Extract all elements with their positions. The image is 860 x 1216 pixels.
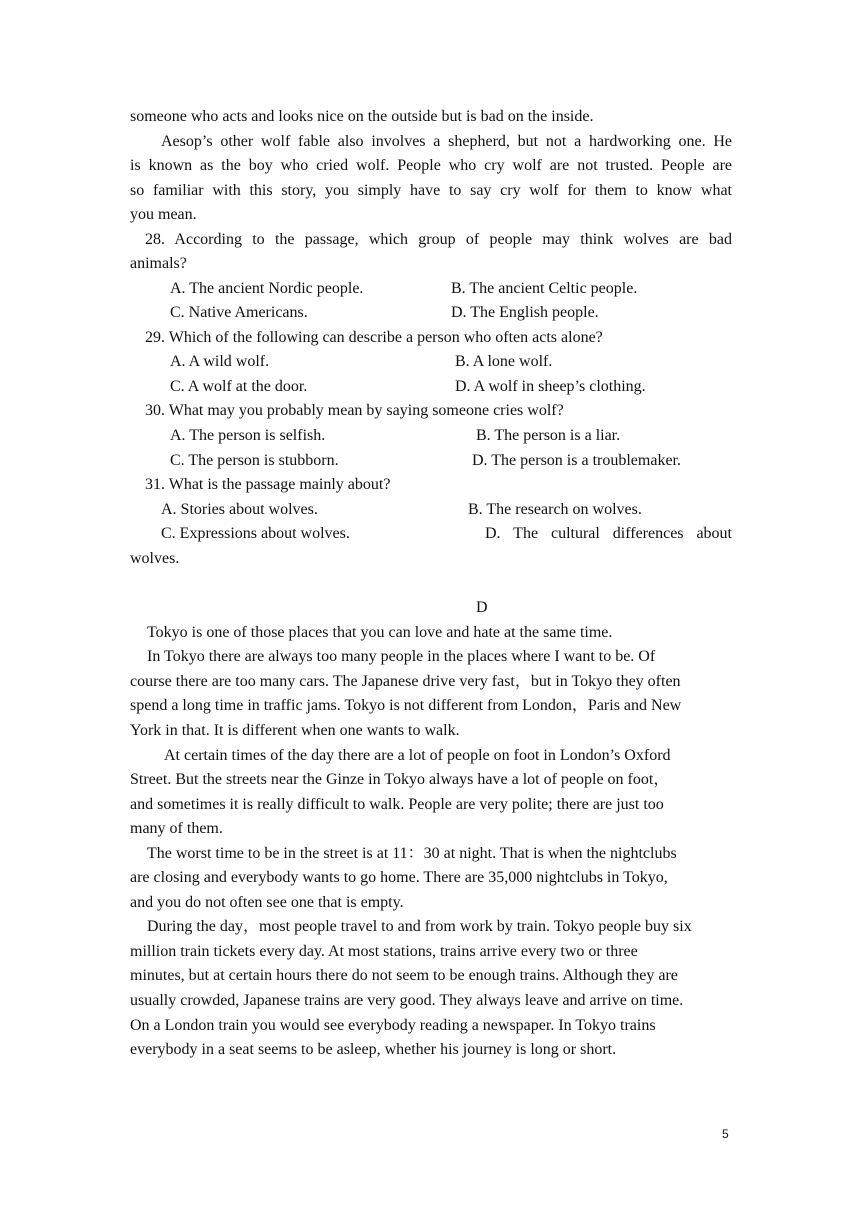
- paragraph-line: course there are too many cars. The Japanese drive very fast，but in Tokyo they often: [130, 673, 681, 690]
- paragraph-line: minutes, but at certain hours there do not seem to be enough trains. Although they are: [130, 967, 678, 984]
- paragraph-line: is known as the boy who cried wolf. People who cry wolf are not trusted. People are: [130, 157, 732, 174]
- answer-option: B. The ancient Celtic people.: [451, 280, 638, 297]
- paragraph-line: usually crowded, Japanese trains are very good. They always leave and arrive on time.: [130, 992, 684, 1009]
- paragraph-line: million train tickets every day. At most stations, trains arrive every two or three: [130, 943, 638, 960]
- answer-option: A. Stories about wolves.: [161, 501, 318, 518]
- answer-option: B. The person is a liar.: [476, 427, 621, 444]
- answer-option: A. A wild wolf.: [170, 353, 270, 370]
- paragraph-line: and sometimes it is really difficult to walk. People are very polite; there are just too: [130, 796, 664, 813]
- paragraph-line: Aesop’s other wolf fable also involves a shepherd, but not a hardworking one. He: [161, 133, 732, 150]
- paragraph-line: and you do not often see one that is empty.: [130, 894, 404, 911]
- question-stem: animals?: [130, 255, 187, 272]
- answer-option: B. The research on wolves.: [468, 501, 642, 518]
- question-stem: 28. According to the passage, which group of people may think wolves are bad: [145, 231, 732, 248]
- paragraph-line: York in that. It is different when one wants to walk.: [130, 722, 460, 739]
- answer-option: D. The person is a troublemaker.: [472, 452, 681, 469]
- paragraph-line: everybody in a seat seems to be asleep, whether his journey is long or short.: [130, 1041, 617, 1058]
- paragraph-line: At certain times of the day there are a lot of people on foot in London’s Oxford: [164, 747, 671, 764]
- paragraph-line: During the day，most people travel to and from work by train. Tokyo people buy six: [147, 918, 692, 935]
- answer-option: C. Native Americans.: [170, 304, 308, 321]
- answer-option: A. The ancient Nordic people.: [170, 280, 364, 297]
- answer-option: D. The cultural differences about: [485, 525, 732, 542]
- answer-option: D. The English people.: [451, 304, 599, 321]
- paragraph-line: The worst time to be in the street is at 11：30 at night. That is when the nightclubs: [147, 845, 677, 862]
- answer-option: C. A wolf at the door.: [170, 378, 308, 395]
- paragraph-line: are closing and everybody wants to go home. There are 35,000 nightclubs in Tokyo,: [130, 869, 668, 886]
- answer-option: C. Expressions about wolves.: [161, 525, 350, 542]
- answer-option: C. The person is stubborn.: [170, 452, 339, 469]
- paragraph-line: Street. But the streets near the Ginze in Tokyo always have a lot of people on foot，: [130, 771, 670, 788]
- answer-option-continuation: wolves.: [130, 550, 180, 567]
- paragraph-line: On a London train you would see everybody reading a newspaper. In Tokyo trains: [130, 1017, 656, 1034]
- paragraph-line: you mean.: [130, 206, 197, 223]
- paragraph-line: spend a long time in traffic jams. Tokyo is not different from London，Paris and New: [130, 697, 682, 714]
- section-heading: D: [476, 599, 488, 616]
- paragraph-line: so familiar with this story, you simply have to say cry wolf for them to know what: [130, 182, 732, 199]
- question-stem: 30. What may you probably mean by saying someone cries wolf?: [145, 402, 564, 419]
- question-stem: 31. What is the passage mainly about?: [145, 476, 391, 493]
- paragraph-line: many of them.: [130, 820, 223, 837]
- page-number: 5: [722, 1127, 729, 1141]
- paragraph-line: someone who acts and looks nice on the outside but is bad on the inside.: [130, 108, 594, 125]
- answer-option: B. A lone wolf.: [455, 353, 553, 370]
- question-stem: 29. Which of the following can describe a person who often acts alone?: [145, 329, 603, 346]
- answer-option: D. A wolf in sheep’s clothing.: [455, 378, 646, 395]
- paragraph-line: Tokyo is one of those places that you can love and hate at the same time.: [147, 624, 613, 641]
- answer-option: A. The person is selfish.: [170, 427, 326, 444]
- paragraph-line: In Tokyo there are always too many people in the places where I want to be. Of: [147, 648, 656, 665]
